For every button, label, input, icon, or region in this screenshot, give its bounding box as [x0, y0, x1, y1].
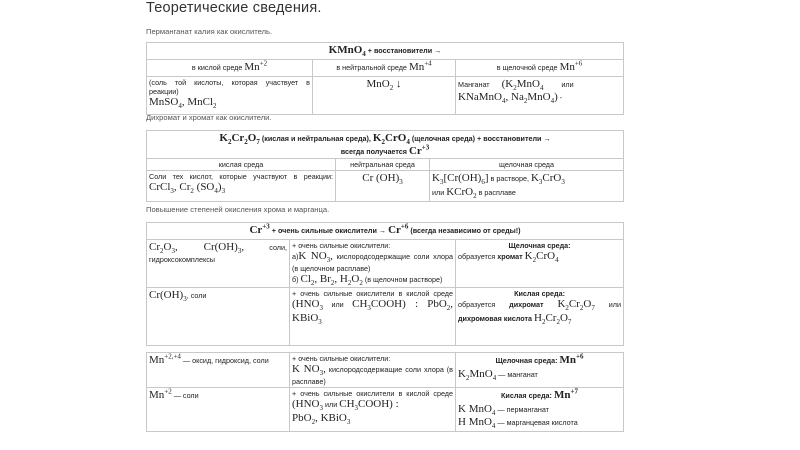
cell-reactant: $Mn^{+2,+4}$ — оксид, гидроксид, соли	[147, 353, 290, 388]
column-header-neutral: в нейтральной среде $Mn^{+4}$	[313, 59, 456, 76]
cell-alkaline-product: $K_3[Cr(OH)_6]$ в растворе, $K_3CrO_3$ или KCrO$_2$ в расплаве	[430, 171, 624, 202]
cell-neutral-product: MnO$_2$ ↓	[313, 76, 456, 114]
table-row	[147, 76, 624, 114]
table-row	[147, 387, 624, 431]
cell-neutral-product: Cr $(OH)_3$	[336, 171, 430, 202]
table-permanganate	[146, 42, 624, 115]
column-header-row	[147, 59, 624, 76]
table-row	[147, 239, 624, 288]
table-chromium-oxidation	[146, 222, 624, 346]
table-row	[147, 171, 624, 202]
section-caption-oxidation-increase: Повышение степеней окисления хрома и марганца.	[146, 205, 330, 214]
table-row	[147, 353, 624, 388]
cell-oxidants: + очень сильные окислители: K $NO_3$, кислородсодержащие соли хлора (в расплаве)	[290, 353, 456, 388]
table-manganese-oxidation	[146, 352, 624, 432]
table-header: $K_2Cr_2O_7$ (кислая и нейтральная среда), $K_2CrO_4$ (щелочная среда) + восстановители → всегда получается $Cr^{+3}$	[147, 131, 624, 159]
cell-product: Щелочная среда: образуется хромат $K_2CrO_4$	[456, 239, 624, 288]
cell-alkaline-product: Манганат ($K_2MnO_4$ или KNaMnO$_4$, $Na_2MnO_4$) -	[456, 76, 624, 114]
column-header-alkaline: щелочная среда	[430, 159, 624, 171]
cell-acidic-product: Соли тех кислот, которые участвуют в реакции: CrCl$_3$, $Cr_2$ $(SO_4)_3$	[147, 171, 336, 202]
column-header-row	[147, 159, 624, 171]
cell-oxidants: + очень сильные окислители: а)K $NO_3$, кислородсодержащие соли хлора (в щелочном расплаве) б) $Cl_2$, $Br_2$, $H_2O_2$ (в щелочном растворе)	[290, 239, 456, 288]
cell-product: Щелочная среда: $Mn^{+6}$ $K_2MnO_4$ — манганат	[456, 353, 624, 388]
section-caption-permanganate: Перманганат калия как окислитель.	[146, 27, 273, 36]
table-header: $Cr^{+3}$ + очень сильные окислители → $Cr^{+6}$ (всегда независимо от среды!)	[147, 223, 624, 240]
cell-product: Кислая среда: $Mn^{+7}$ K MnO$_4$ — перманганат H MnO$_4$ — марганцевая кислота	[456, 387, 624, 431]
column-header-neutral: нейтральная среда	[336, 159, 430, 171]
cell-oxidants: + очень сильные окислители в кислой среде ($HNO_3$ или $CH_3COOH$) : PbO$_2$, KBiO$_3$	[290, 387, 456, 431]
column-header-acidic: в кислой среде $Mn^{+2}$	[147, 59, 313, 76]
cell-reactant: $Cr(OH)_3$, соли	[147, 288, 290, 346]
cell-reactant: $Cr_2O_3$, $Cr(OH)_3$, соли, гидроксокомплексы	[147, 239, 290, 288]
table-header-row	[147, 223, 624, 240]
table-dichromate	[146, 130, 624, 202]
table-header-row	[147, 131, 624, 159]
section-caption-dichromate: Дихромат и хромат как окислители.	[146, 113, 272, 122]
column-header-acidic: кислая среда	[147, 159, 336, 171]
cell-product: Кислая среда: образуется дихромат $K_2Cr_2O_7$ или дихромовая кислота $H_2Cr_2O_7$	[456, 288, 624, 346]
cell-acidic-product: (соль той кислоты, которая участвует в реакции) MnSO$_4$, MnCl$_2$	[147, 76, 313, 114]
table-header: KMnO$_4$ + восстановители →	[147, 43, 624, 60]
table-row	[147, 288, 624, 346]
cell-reactant: $Mn^{+2}$ — соли	[147, 387, 290, 431]
column-header-alkaline: в щелочной среде $Mn^{+6}$	[456, 59, 624, 76]
table-header-row	[147, 43, 624, 60]
page-title: Теоретические сведения.	[146, 0, 322, 16]
cell-oxidants: + очень сильные окислители в кислой среде ($HNO_3$ или $CH_3COOH$) : PbO$_2$, KBiO$_3$	[290, 288, 456, 346]
